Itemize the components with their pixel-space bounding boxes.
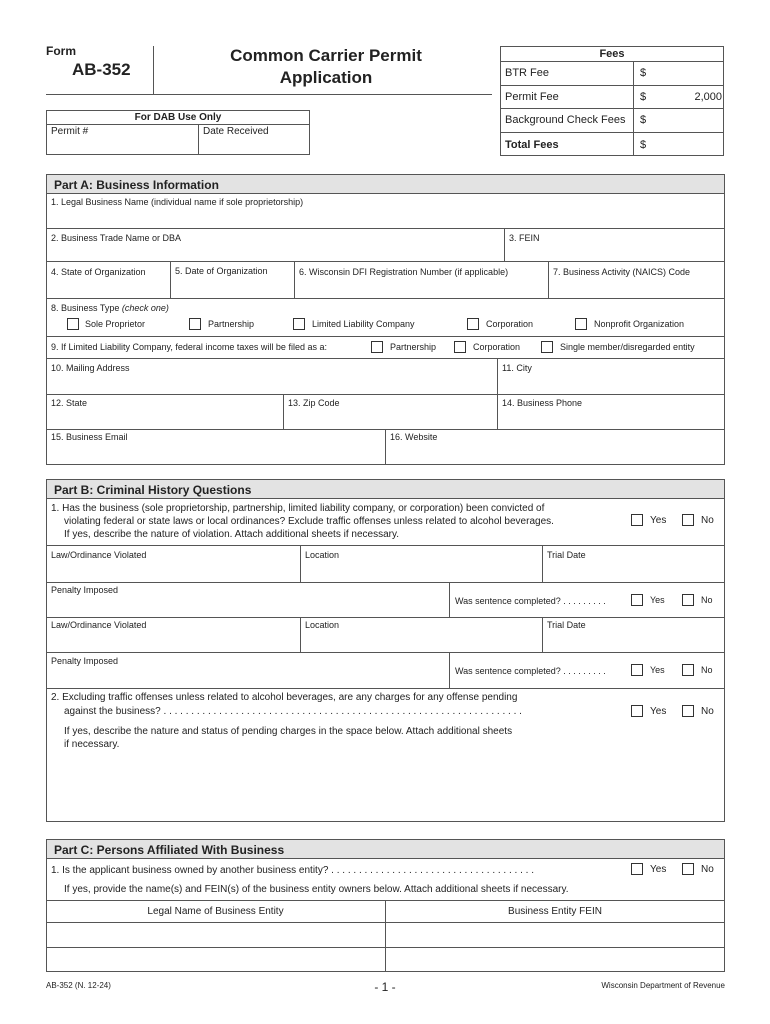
sentence-1-no-label: No — [701, 595, 713, 605]
q2-desc-line1: If yes, describe the nature and status of pending charges in the space below. Attach additional sheets — [64, 726, 513, 737]
law-violated-label-1: Law/Ordinance Violated — [51, 550, 147, 560]
business-type-note: (check one) — [121, 303, 169, 313]
date-received-label: Date Received — [203, 126, 269, 137]
mailing-address-label: 10. Mailing Address — [51, 363, 130, 373]
partnership-label: Partnership — [208, 319, 255, 329]
part-c-header: Part C: Persons Affiliated With Business — [46, 839, 725, 859]
page-title-line1: Common Carrier Permit — [230, 46, 422, 65]
entity-name-field-2[interactable] — [47, 948, 384, 971]
llc-tax-label: 9. If Limited Liability Company, federal income taxes will be filed as a: — [51, 342, 327, 352]
date-org-label: 5. Date of Organization — [175, 266, 268, 276]
q2-line1: 2. Excluding traffic offenses unless related to alcohol beverages, are any charges for any offense pending — [51, 692, 518, 703]
location-label-1: Location — [305, 550, 340, 560]
dfi-number-label: 6. Wisconsin DFI Registration Number (if applicable) — [299, 267, 509, 277]
fees-heading: Fees — [599, 48, 625, 60]
sentence-1-yes-label: Yes — [650, 595, 665, 605]
form-label: Form — [46, 44, 76, 58]
q1-yes-checkbox[interactable] — [631, 514, 643, 526]
form-number: AB-352 — [72, 60, 131, 79]
owned-yes-label: Yes — [650, 864, 667, 875]
sentence-1-no-checkbox[interactable] — [682, 594, 694, 606]
q2-no-checkbox[interactable] — [682, 705, 694, 717]
city-label: 11. City — [502, 363, 532, 373]
law-violated-label-2: Law/Ordinance Violated — [51, 620, 147, 630]
trial-date-label-1: Trial Date — [547, 550, 586, 560]
sole-proprietor-label: Sole Proprietor — [85, 319, 146, 329]
header-underline — [46, 94, 492, 95]
fein-label: 3. FEIN — [509, 233, 540, 243]
entity-fein-column-header: Business Entity FEIN — [508, 906, 602, 917]
sole-proprietor-checkbox[interactable] — [67, 318, 79, 330]
business-type-label: 8. Business Type (check one) — [51, 303, 169, 313]
entity-fein-field-2[interactable] — [386, 948, 724, 971]
owned-no-checkbox[interactable] — [682, 863, 694, 875]
state-label: 12. State — [51, 398, 88, 408]
sentence-label-2: Was sentence completed? . . . . . . . . . — [455, 666, 606, 676]
header-divider — [153, 46, 154, 94]
q1-no-checkbox[interactable] — [682, 514, 694, 526]
state-org-label: 4. State of Organization — [51, 267, 146, 277]
location-label-2: Location — [305, 620, 340, 630]
permit-fee-label: Permit Fee — [505, 91, 559, 103]
sentence-2-yes-checkbox[interactable] — [631, 664, 643, 676]
permit-number-label: Permit # — [51, 126, 89, 137]
entity-fein-field-1[interactable] — [386, 923, 724, 946]
zip-code-label: 13. Zip Code — [288, 398, 340, 408]
owned-note: If yes, provide the name(s) and FEIN(s) of the business entity owners below. Attach additional sheets if necessary. — [64, 884, 569, 895]
llc-checkbox[interactable] — [293, 318, 305, 330]
tax-corporation-checkbox[interactable] — [454, 341, 466, 353]
business-email-label: 15. Business Email — [51, 432, 128, 442]
sentence-2-no-checkbox[interactable] — [682, 664, 694, 676]
llc-label: Limited Liability Company — [312, 319, 415, 329]
owned-question: 1. Is the applicant business owned by another business entity? . . . . . . . . . . . . . . . . . . . . . . . . . . . . . . . . . . . . . — [51, 865, 534, 876]
legal-name-label: 1. Legal Business Name (individual name if sole proprietorship) — [51, 197, 304, 207]
penalty-label-2: Penalty Imposed — [51, 656, 119, 666]
sentence-1-yes-checkbox[interactable] — [631, 594, 643, 606]
footer-form-id: AB-352 (N. 12-24) — [46, 981, 111, 990]
dab-heading: For DAB Use Only — [134, 112, 222, 123]
q1-line1: 1. Has the business (sole proprietorship, partnership, limited liability company, or corporation) been convicted of — [51, 503, 545, 514]
trial-date-label-2: Trial Date — [547, 620, 586, 630]
corporation-label: Corporation — [486, 319, 534, 329]
q2-line2: against the business? . . . . . . . . . . . . . . . . . . . . . . . . . . . . . . . . . . . . . . . . . . . . . . . . . . . . . . . . . . . . . . . . . — [64, 706, 522, 717]
sentence-label-1: Was sentence completed? . . . . . . . . . — [455, 596, 606, 606]
part-b-header: Part B: Criminal History Questions — [46, 479, 725, 499]
entity-name-field-1[interactable] — [47, 923, 384, 946]
permit-fee-currency: $ — [640, 91, 647, 103]
sentence-2-yes-label: Yes — [650, 665, 665, 675]
total-fees-currency: $ — [640, 139, 647, 151]
entity-name-column-header: Legal Name of Business Entity — [147, 906, 284, 917]
partnership-checkbox[interactable] — [189, 318, 201, 330]
q2-yes-label: Yes — [650, 706, 667, 717]
legal-name-field[interactable] — [47, 208, 724, 227]
page-title-line2: Application — [279, 68, 373, 87]
nonprofit-checkbox[interactable] — [575, 318, 587, 330]
owned-yes-checkbox[interactable] — [631, 863, 643, 875]
background-fee-currency: $ — [640, 114, 647, 126]
q1-line2: violating federal or state laws or local ordinances? Exclude traffic offenses unless related to alcohol beverages. — [64, 516, 554, 527]
tax-partnership-checkbox[interactable] — [371, 341, 383, 353]
q2-desc-line2: if necessary. — [64, 739, 120, 750]
btr-fee-currency: $ — [640, 67, 647, 79]
naics-code-label: 7. Business Activity (NAICS) Code — [553, 267, 691, 277]
penalty-label-1: Penalty Imposed — [51, 585, 119, 595]
tax-single-member-checkbox[interactable] — [541, 341, 553, 353]
website-label: 16. Website — [390, 432, 438, 442]
q1-no-label: No — [701, 515, 714, 526]
tax-corporation-label: Corporation — [473, 342, 521, 352]
corporation-checkbox[interactable] — [467, 318, 479, 330]
q2-no-label: No — [701, 706, 714, 717]
nonprofit-label: Nonprofit Organization — [594, 319, 685, 329]
owned-no-label: No — [701, 864, 714, 875]
pending-charges-field[interactable] — [47, 754, 724, 820]
footer-department: Wisconsin Department of Revenue — [601, 981, 725, 990]
q1-line3: If yes, describe the nature of violation. Attach additional sheets if necessary. — [64, 529, 400, 540]
q2-yes-checkbox[interactable] — [631, 705, 643, 717]
business-phone-label: 14. Business Phone — [502, 398, 583, 408]
trade-name-label: 2. Business Trade Name or DBA — [51, 233, 182, 243]
background-fee-label: Background Check Fees — [505, 114, 626, 126]
tax-single-member-label: Single member/disregarded entity — [560, 342, 695, 352]
sentence-2-no-label: No — [701, 665, 713, 675]
total-fees-label: Total Fees — [505, 139, 559, 151]
tax-partnership-label: Partnership — [390, 342, 437, 352]
btr-fee-label: BTR Fee — [505, 67, 550, 79]
permit-fee-amount[interactable]: 2,000 — [694, 91, 722, 103]
q1-yes-label: Yes — [650, 515, 667, 526]
part-a-header: Part A: Business Information — [46, 174, 725, 194]
page-number: - 1 - — [374, 980, 396, 994]
